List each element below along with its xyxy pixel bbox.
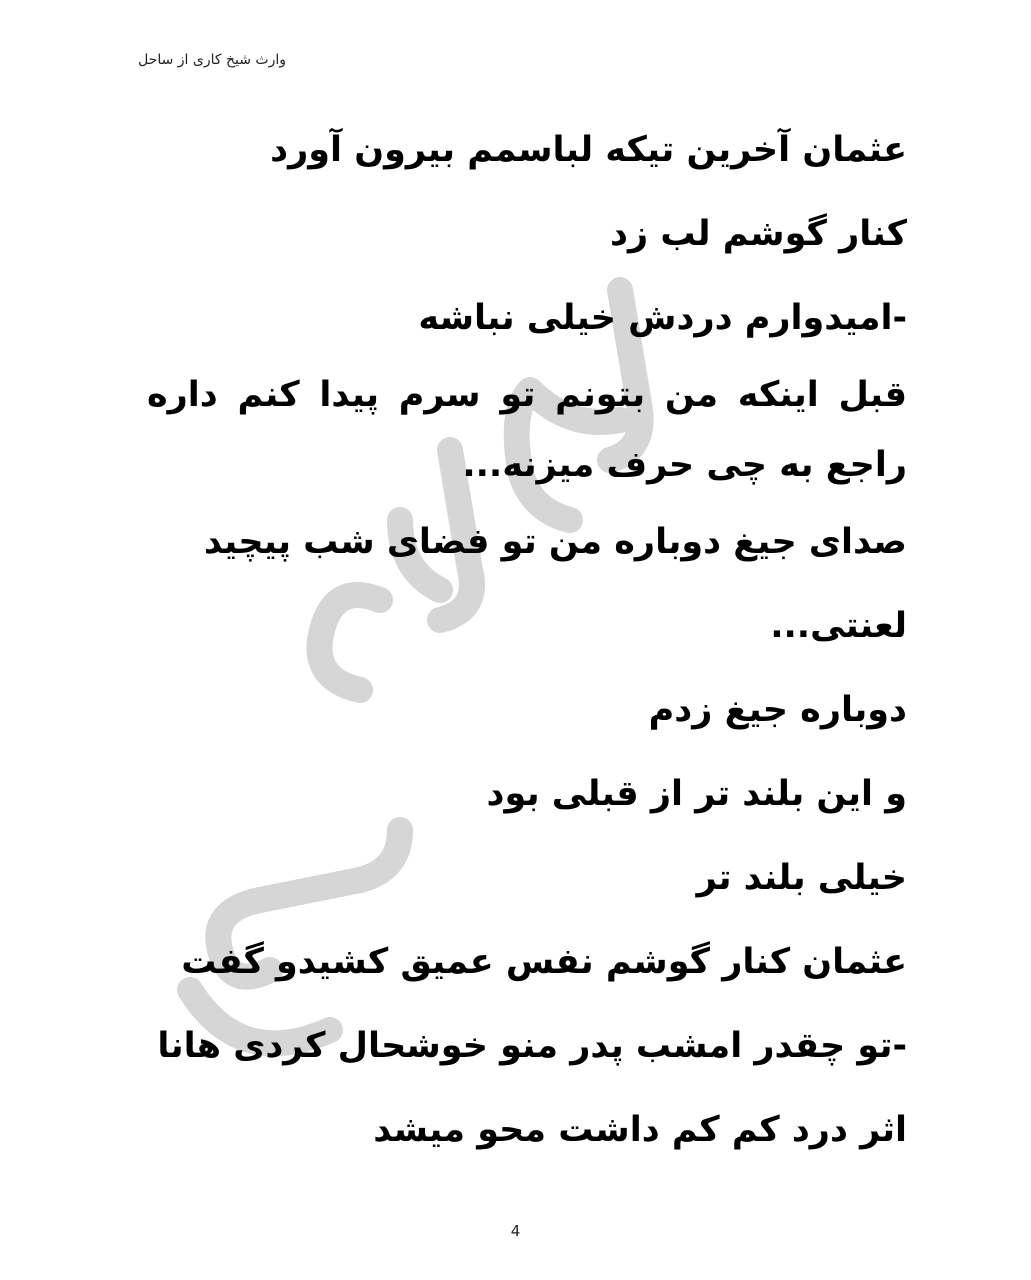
paragraph-line: دوباره جیغ زدم — [648, 690, 907, 730]
paragraph-line: عثمان آخرین تیکه لباسمم بیرون آورد — [270, 130, 907, 170]
paragraph-line: قبل اینکه من بتونم تو سرم پیدا کنم داره راجع به چی حرف میزنه... — [147, 375, 907, 485]
paragraph-line: عثمان کنار گوشم نفس عمیق کشیدو گفت — [181, 942, 907, 982]
page-number: 4 — [510, 1222, 521, 1240]
paragraph-line: و این بلند تر از قبلی بود — [486, 774, 907, 814]
dialogue-line: -تو چقدر امشب پدر منو خوشحال کردی هانا — [157, 1026, 907, 1066]
paragraph-line: خیلی بلند تر — [696, 858, 907, 898]
story-body — [147, 108, 907, 1172]
paragraph-line: صدای جیغ دوباره من تو فضای شب پیچید — [203, 522, 907, 562]
paragraph-line: لعنتی... — [770, 606, 907, 646]
paragraph-line: کنار گوشم لب زد — [610, 214, 907, 254]
running-header: وارث شیخ کاری از ساحل — [138, 52, 286, 68]
paragraph-line: اثر درد کم کم داشت محو میشد — [373, 1110, 907, 1150]
dialogue-line: -امیدوارم دردش خیلی نباشه — [418, 298, 907, 338]
